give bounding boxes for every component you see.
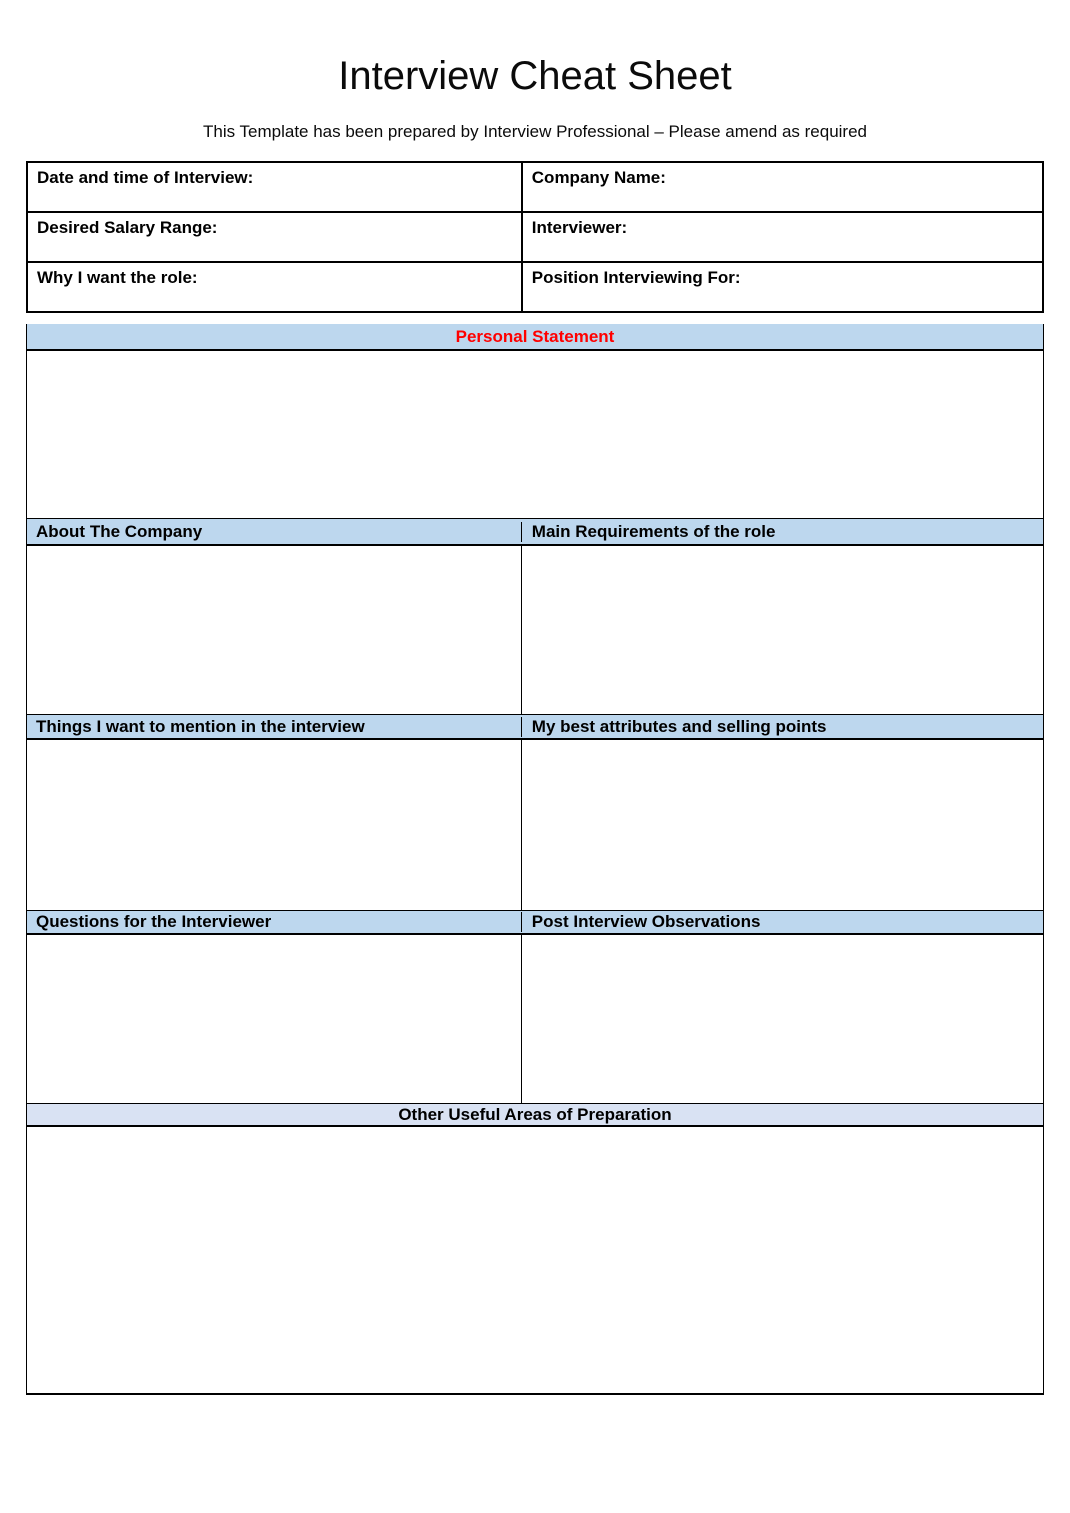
about-the-company-input[interactable] xyxy=(27,546,522,714)
best-attributes-input[interactable] xyxy=(522,740,1043,910)
about-the-company-label: About The Company xyxy=(36,521,203,541)
page-subtitle: This Template has been prepared by Interview Professional – Please amend as required xyxy=(202,122,867,141)
main-requirements-input[interactable] xyxy=(522,546,1043,714)
interviewer-field[interactable]: Interviewer: xyxy=(522,212,1043,262)
interview-info-table xyxy=(26,161,1044,313)
section-header-row xyxy=(27,911,1043,935)
about-the-company-header xyxy=(27,522,522,542)
date-time-of-interview-field[interactable]: Date and time of Interview: xyxy=(27,162,522,212)
other-useful-areas-label: Other Useful Areas of Preparation xyxy=(398,1104,672,1124)
section-header-row xyxy=(27,519,1043,546)
personal-statement-label: Personal Statement xyxy=(455,326,615,346)
questions-for-interviewer-label: Questions for the Interviewer xyxy=(36,912,272,932)
things-to-mention-header xyxy=(27,717,522,737)
section-body-row xyxy=(27,740,1043,911)
other-useful-areas-input[interactable] xyxy=(27,1127,1043,1395)
questions-for-interviewer-header xyxy=(27,912,522,932)
position-interviewing-for-field[interactable]: Position Interviewing For: xyxy=(522,262,1043,312)
best-attributes-header xyxy=(522,717,1043,737)
section-header-row xyxy=(27,715,1043,740)
questions-for-interviewer-input[interactable] xyxy=(27,935,522,1103)
post-interview-observations-input[interactable] xyxy=(522,935,1043,1103)
page-title: Interview Cheat Sheet xyxy=(338,54,732,98)
company-name-field[interactable]: Company Name: xyxy=(522,162,1043,212)
best-attributes-label: My best attributes and selling points xyxy=(531,716,827,736)
personal-statement-input[interactable] xyxy=(27,351,1043,519)
things-to-mention-label: Things I want to mention in the interview xyxy=(36,716,365,736)
things-to-mention-input[interactable] xyxy=(27,740,522,910)
section-body-row xyxy=(27,935,1043,1104)
section-body-row xyxy=(27,546,1043,715)
table-row xyxy=(27,262,1043,312)
table-row xyxy=(27,162,1043,212)
post-interview-observations-header xyxy=(522,912,1043,932)
why-i-want-the-role-field[interactable]: Why I want the role: xyxy=(27,262,522,312)
other-useful-areas-header xyxy=(27,1104,1043,1127)
main-requirements-header xyxy=(522,522,1043,542)
table-row xyxy=(27,212,1043,262)
personal-statement-header xyxy=(27,324,1043,351)
document-page xyxy=(26,0,1044,1395)
main-requirements-label: Main Requirements of the role xyxy=(531,521,776,541)
post-interview-observations-label: Post Interview Observations xyxy=(531,912,761,932)
desired-salary-range-field[interactable]: Desired Salary Range: xyxy=(27,212,522,262)
cheat-sheet-table xyxy=(26,324,1044,1395)
